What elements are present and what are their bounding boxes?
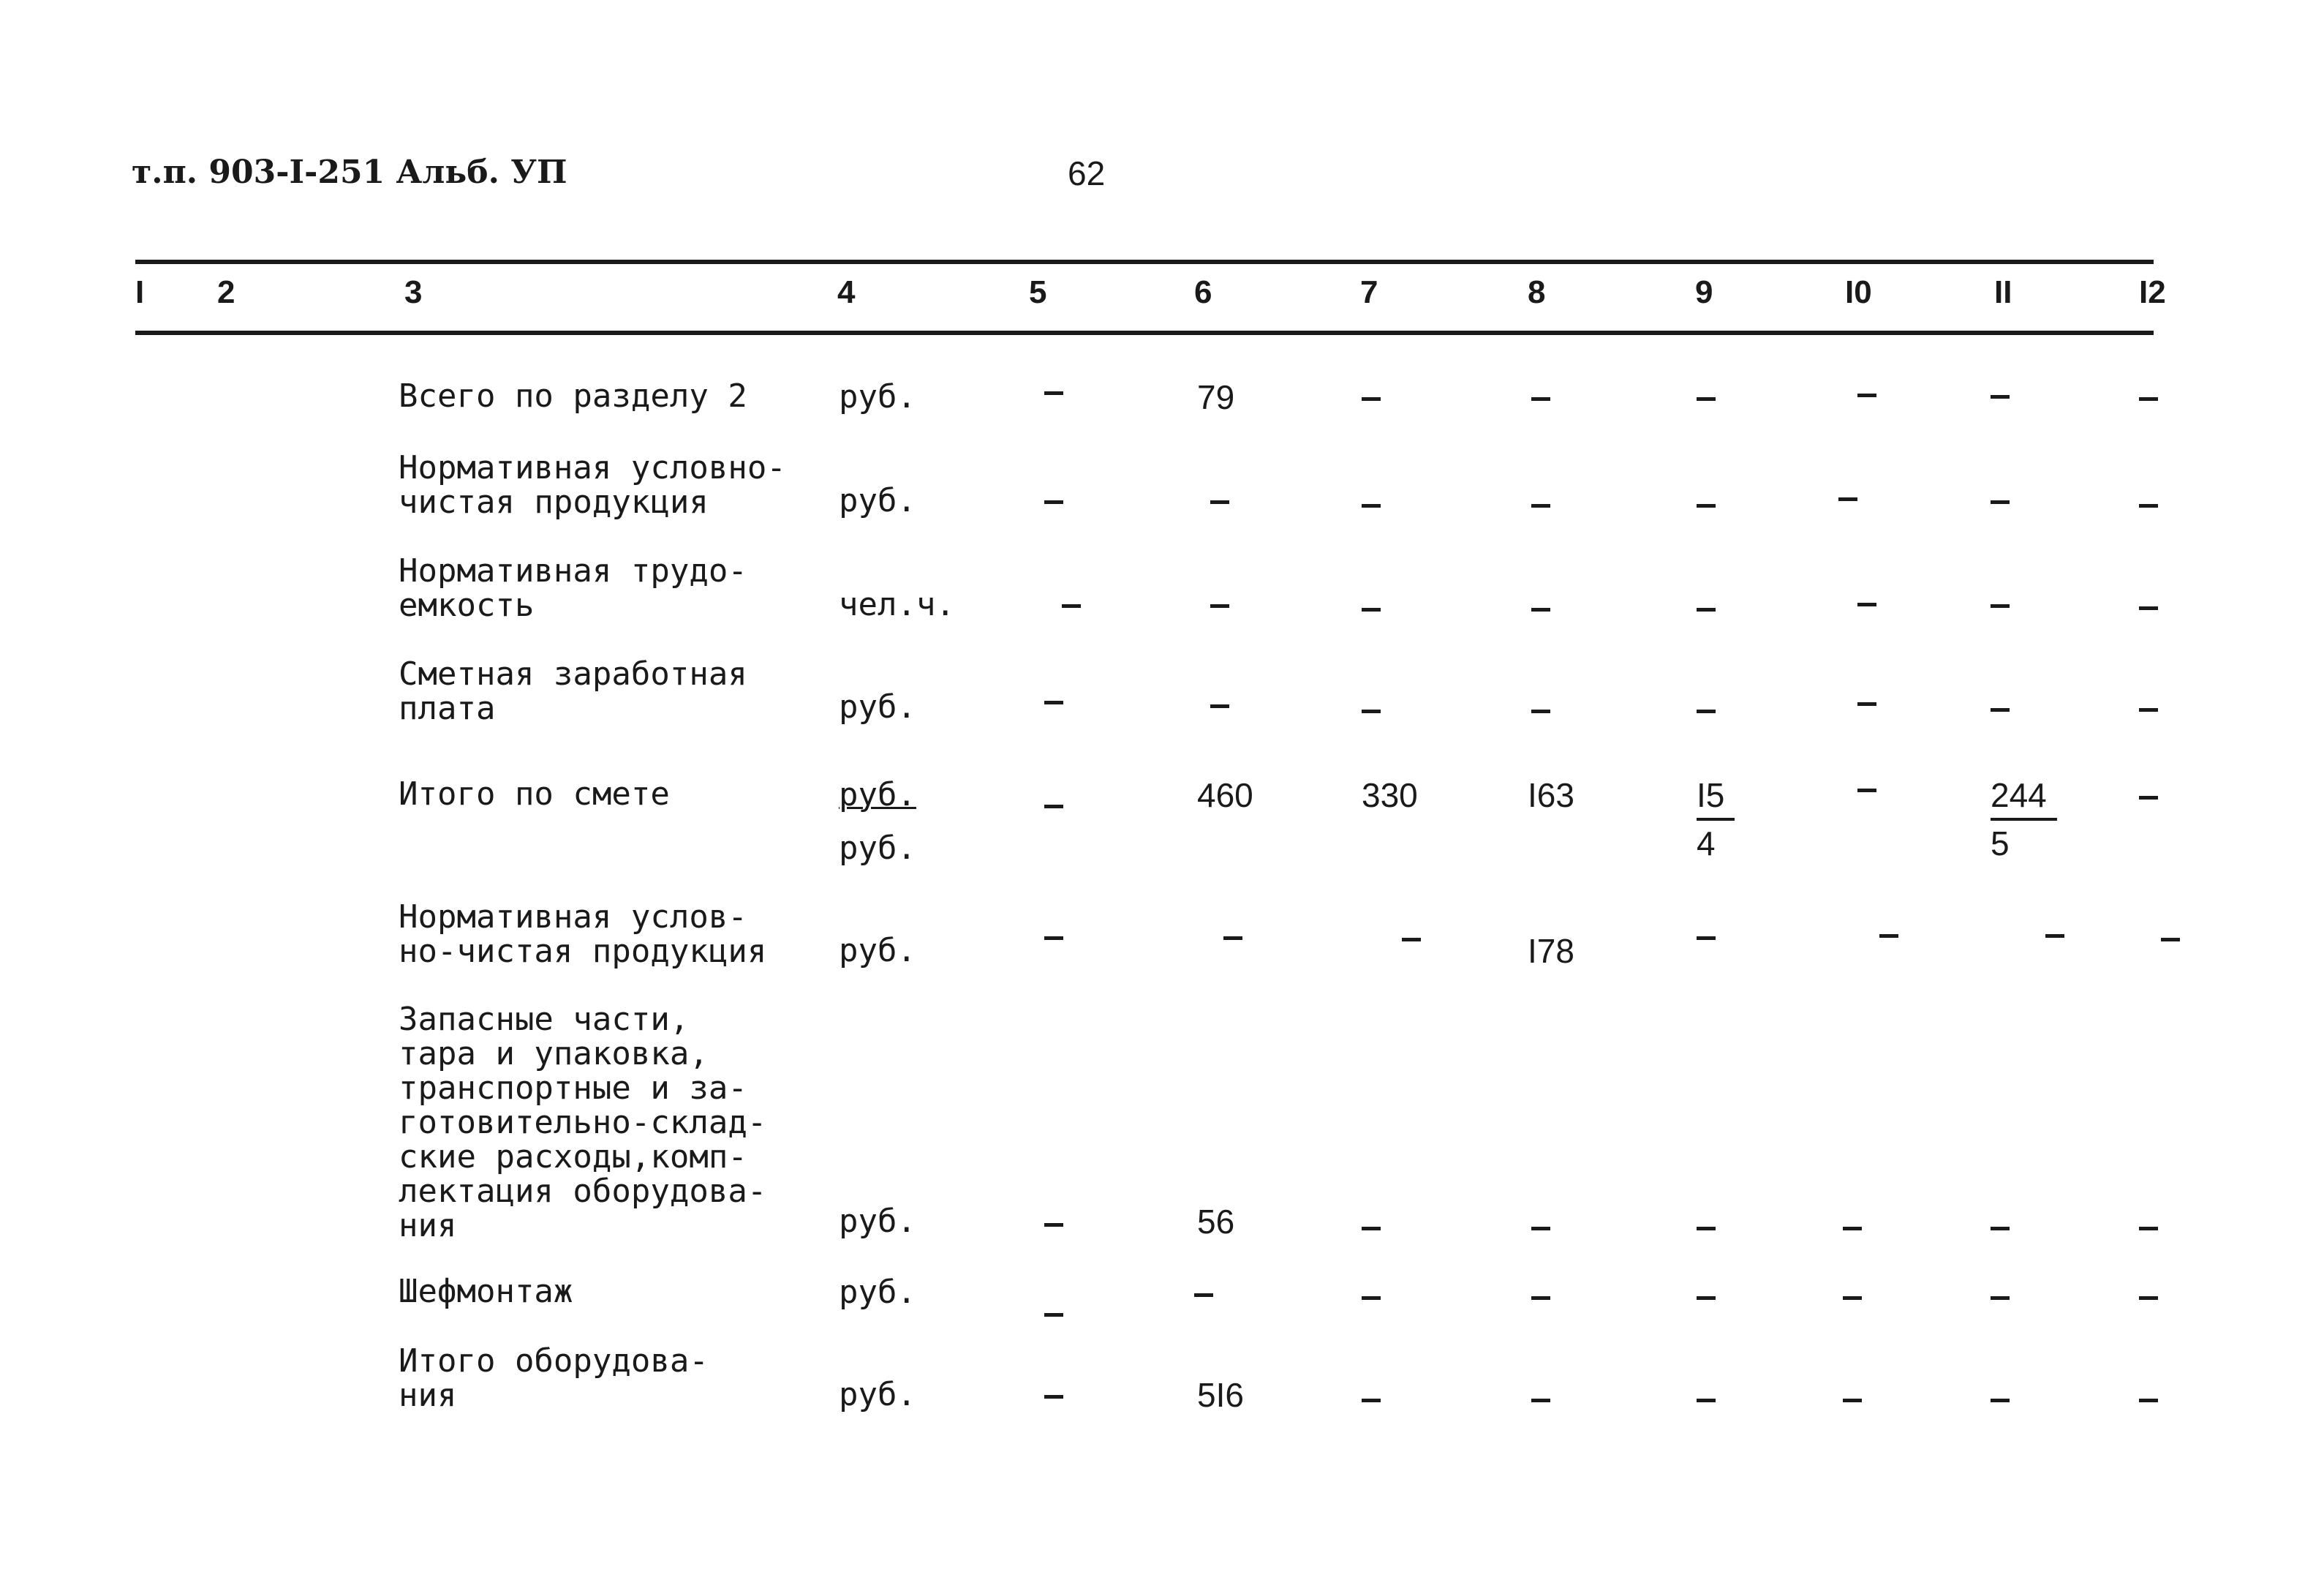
row-value-col9: [1697, 1399, 1716, 1402]
row-value-col7: [1402, 938, 1421, 941]
row-value-col10: [1857, 603, 1876, 606]
row-value-col9: [1697, 1227, 1716, 1230]
row-value-col11: [1991, 1399, 2010, 1402]
row-value-col10: [1879, 934, 1898, 938]
row-value-col12: [2139, 1227, 2158, 1230]
row-value-col5: [1044, 1223, 1063, 1227]
column-header-1: I: [135, 274, 145, 310]
row-value-col5: [1044, 1395, 1063, 1399]
document-reference: т.п. 903-I-251 Альб. УП: [132, 154, 567, 191]
row-value-col6: 79: [1197, 378, 1235, 416]
row-value-col10: [1857, 702, 1876, 706]
row-value-col11: [1991, 1227, 2010, 1230]
row-value-col7: [1362, 1399, 1381, 1402]
row-value-col8: [1531, 397, 1550, 401]
row-label: Нормативная условно- чистая продукция: [399, 449, 786, 521]
column-header-5: 5: [1029, 274, 1047, 310]
column-header-8: 8: [1528, 274, 1546, 310]
column-header-2: 2: [217, 274, 235, 310]
row-label: Всего по разделу 2: [399, 377, 747, 415]
row-label: Итого по смете: [399, 775, 670, 813]
row-value-col11-fraction: [1991, 777, 2057, 862]
row-unit: руб.: [839, 378, 916, 415]
row-unit: руб.: [839, 1203, 916, 1240]
row-value-col12: [2139, 504, 2158, 508]
row-value-col9: [1697, 710, 1716, 713]
fraction-denominator: 5: [1991, 824, 2010, 862]
row-value-col12: [2139, 796, 2158, 800]
column-header-4: 4: [837, 274, 856, 310]
row-label: Итого оборудова- ния: [399, 1342, 709, 1414]
row-unit: руб.: [839, 1274, 916, 1311]
row-value-col6: [1210, 500, 1229, 504]
row-unit: руб.: [839, 776, 916, 813]
row-value-col6: 5I6: [1197, 1376, 1244, 1414]
row-value-col7: [1362, 504, 1381, 508]
row-unit: руб.: [839, 932, 916, 969]
row-value-col10: [1838, 497, 1857, 501]
row-value-col11: [1991, 500, 2010, 504]
row-unit: руб.: [839, 1376, 916, 1413]
row-value-col12: [2139, 1399, 2158, 1402]
row-value-col11: [1991, 1296, 2010, 1300]
row-value-col12: [2161, 938, 2180, 941]
column-header-3: 3: [404, 274, 423, 310]
row-value-col5: [1062, 604, 1081, 608]
row-value-col7: [1362, 608, 1381, 612]
table-header-rule: [135, 331, 2154, 335]
row-value-col5: [1044, 1313, 1063, 1317]
row-value-col6: [1210, 704, 1229, 708]
column-header-7: 7: [1360, 274, 1378, 310]
row-value-col6: [1194, 1293, 1213, 1297]
row-value-col6: [1210, 604, 1229, 608]
fraction-numerator: 244: [1991, 777, 2057, 821]
row-value-col8: [1531, 710, 1550, 713]
row-value-col6: [1223, 936, 1242, 940]
row-value-col8: [1531, 1296, 1550, 1300]
table-top-rule: [135, 260, 2154, 264]
row-value-col7: 330: [1362, 776, 1418, 814]
row-value-col9-fraction: [1697, 777, 1735, 862]
row-value-col6: 460: [1197, 776, 1253, 814]
row-value-col9: [1697, 936, 1716, 940]
row-value-col10: [1843, 1399, 1862, 1402]
page-number: 62: [1068, 154, 1106, 192]
row-label: Шефмонтаж: [399, 1273, 573, 1310]
row-value-col11: [2045, 934, 2064, 938]
row-value-col10: [1843, 1296, 1862, 1300]
row-value-col8: [1531, 1227, 1550, 1230]
row-unit: руб.: [839, 688, 916, 726]
column-header-10: I0: [1845, 274, 1872, 310]
row-value-col9: [1697, 504, 1716, 508]
row-value-col10: [1857, 789, 1876, 792]
column-header-11: II: [1994, 274, 2012, 310]
row-value-col12: [2139, 606, 2158, 610]
row-unit: руб.: [839, 482, 916, 519]
column-header-6: 6: [1194, 274, 1212, 310]
row-value-col10: [1843, 1227, 1862, 1230]
row-label: Запасные части, тара и упаковка, транспортные и за- готовительно-склад- ские расходы,комп- лектация оборудова- ния: [399, 1001, 767, 1244]
row-value-col8: I78: [1528, 932, 1574, 970]
row-value-col8: I63: [1528, 776, 1574, 814]
row-value-col11: [1991, 604, 2010, 608]
row-value-col6: 56: [1197, 1203, 1235, 1241]
column-header-9: 9: [1695, 274, 1713, 310]
row-value-col7: [1362, 397, 1381, 401]
row-label: Сметная заработная плата: [399, 655, 747, 727]
column-header-12: I2: [2139, 274, 2166, 310]
fraction-denominator: 4: [1697, 824, 1716, 862]
row-value-col12: [2139, 397, 2158, 401]
row-value-col7: [1362, 1296, 1381, 1300]
row-value-col5: [1044, 391, 1063, 395]
row-value-col7: [1362, 710, 1381, 713]
row-label: Нормативная трудо- емкость: [399, 552, 747, 624]
row-value-col5: [1044, 936, 1063, 940]
fraction-numerator: I5: [1697, 777, 1735, 821]
row-value-col8: [1531, 608, 1550, 612]
row-value-col12: [2139, 1296, 2158, 1300]
row-value-col8: [1531, 1399, 1550, 1402]
row-value-col11: [1991, 395, 2010, 399]
row-value-col10: [1857, 394, 1876, 397]
row-value-col8: [1531, 504, 1550, 508]
row-value-col12: [2139, 708, 2158, 712]
row-value-col5: [1044, 805, 1063, 808]
row-value-col9: [1697, 397, 1716, 401]
row-value-col9: [1697, 1296, 1716, 1300]
row-value-col11: [1991, 708, 2010, 712]
row-value-col9: [1697, 608, 1716, 612]
row-unit: чел.ч.: [839, 586, 955, 623]
row-label: Нормативная услов- но-чистая продукция: [399, 898, 767, 970]
row-unit-secondary: руб.: [839, 830, 916, 867]
row-value-col7: [1362, 1227, 1381, 1230]
row-value-col5: [1044, 500, 1063, 504]
row-value-col5: [1044, 701, 1063, 704]
